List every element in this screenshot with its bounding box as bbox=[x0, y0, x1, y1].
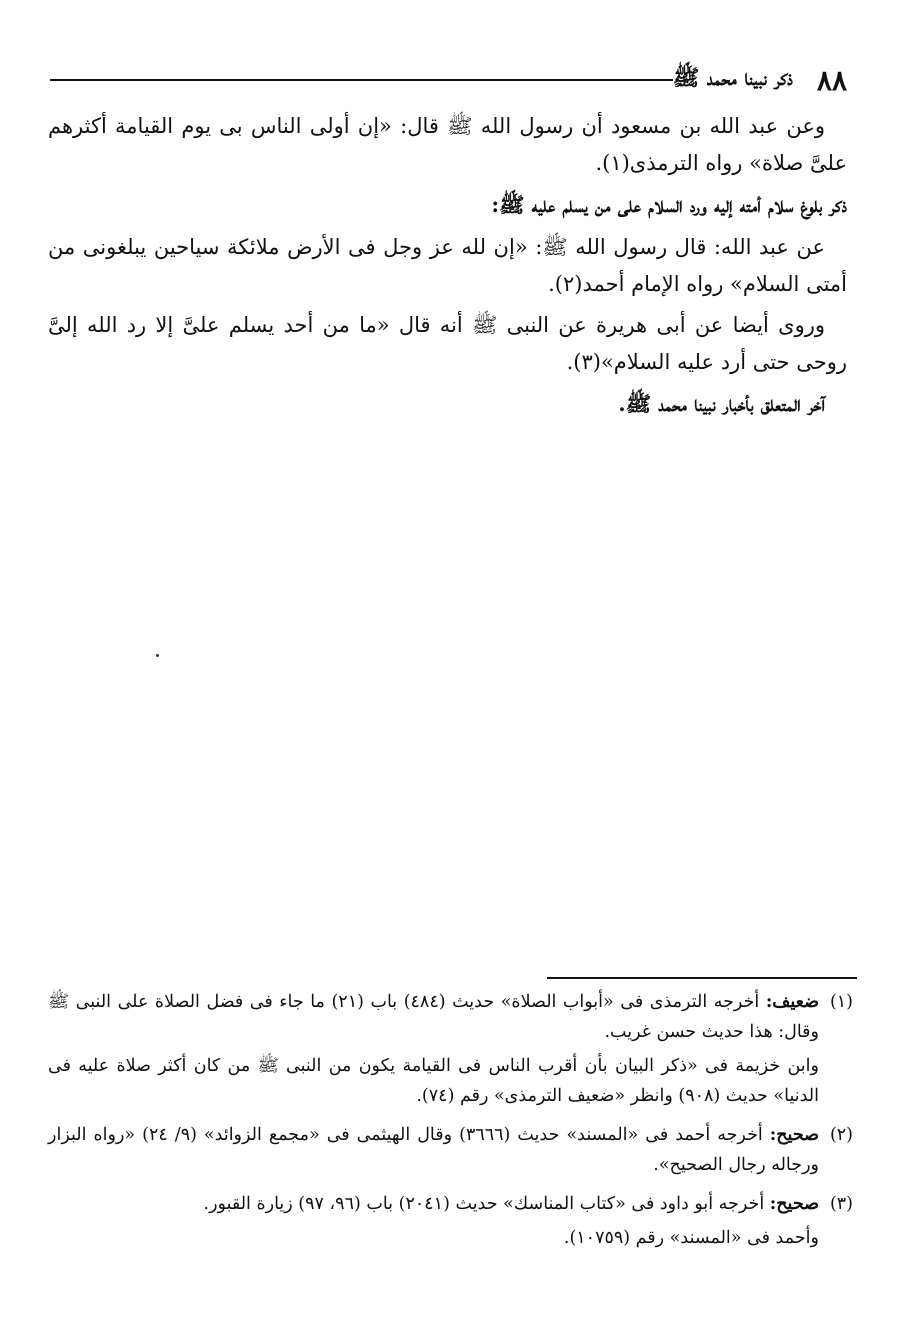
closing-line: آخر المتعلق بأخبار نبينا محمد ﷺ. bbox=[618, 391, 825, 416]
footnote-main bbox=[48, 1120, 819, 1180]
running-title: ذكر نبينا محمد ﷺ bbox=[672, 65, 793, 91]
footnote-extra: وأحمد فى «المسند» رقم (١٠٧٥٩). bbox=[563, 1228, 819, 1248]
footnote-text: أخرجه الترمذى فى «أبواب الصلاة» حديث (٤٨٤) باب (٢١) ما جاء فى فضل الصلاة على النبى ﷺ وقال: هذا حديث حسن غريب. bbox=[48, 992, 819, 1042]
page-number: ٨٨ bbox=[816, 63, 847, 97]
footnote-body bbox=[48, 1189, 819, 1257]
footnote-body bbox=[48, 1120, 819, 1184]
header-rule bbox=[50, 79, 673, 81]
footnote-body bbox=[48, 987, 819, 1115]
paragraph-3: وروى أيضا عن أبى هريرة عن النبى ﷺ أنه قال «ما من أحد يسلم علىَّ إلا رد الله إلىَّ روحى حتى أرد عليه السلام»(٣). bbox=[48, 313, 847, 374]
page-header bbox=[30, 62, 847, 98]
stray-dot bbox=[156, 654, 159, 657]
footnote-2 bbox=[48, 1120, 853, 1184]
footnote-grade: صحيح: bbox=[769, 1194, 819, 1214]
paragraph-1: وعن عبد الله بن مسعود أن رسول الله ﷺ قال: «إن أولى الناس بى يوم القيامة أكثرهم علىَّ صلاة» رواه الترمذى(١). bbox=[48, 114, 847, 175]
footnote-rule bbox=[547, 977, 857, 979]
footnote-main bbox=[48, 1189, 819, 1219]
footnote-number: (٣) bbox=[829, 1194, 853, 1214]
footnote-3 bbox=[48, 1189, 853, 1257]
main-text bbox=[48, 108, 847, 426]
section-heading: ذكر بلوغ سلام أمته إليه ورد السلام على من يسلم عليه ﷺ: bbox=[491, 192, 847, 217]
footnote-text: أخرجه أبو داود فى «كتاب المناسك» حديث (٢٠٤١) باب (٩٦، ٩٧) زيارة القبور. bbox=[203, 1194, 765, 1214]
footnote-number: (٢) bbox=[829, 1125, 853, 1145]
footnotes bbox=[48, 987, 853, 1262]
footnote-main bbox=[48, 987, 819, 1047]
footnote-grade: ضعيف: bbox=[765, 992, 819, 1012]
footnote-number: (١) bbox=[829, 992, 853, 1012]
footnote-grade: صحيح: bbox=[769, 1125, 819, 1145]
footnote-extra: وابن خزيمة فى «ذكر البيان بأن أقرب الناس فى القيامة يكون من النبى ﷺ من كان أكثر صلاة عليه فى الدنيا» حديث (٩٠٨) وانظر «ضعيف الترمذى» رقم (٧٤). bbox=[48, 1056, 819, 1106]
footnote-1 bbox=[48, 987, 853, 1115]
footnote-text: أخرجه أحمد فى «المسند» حديث (٣٦٦٦) وقال الهيثمى فى «مجمع الزوائد» (٩/ ٢٤) «رواه البزار ورجاله رجال الصحيح». bbox=[48, 1125, 819, 1175]
paragraph-2: عن عبد الله: قال رسول الله ﷺ: «إن لله عز وجل فى الأرض ملائكة سياحين يبلغونى من أمتى السلام» رواه الإمام أحمد(٢). bbox=[48, 235, 847, 296]
